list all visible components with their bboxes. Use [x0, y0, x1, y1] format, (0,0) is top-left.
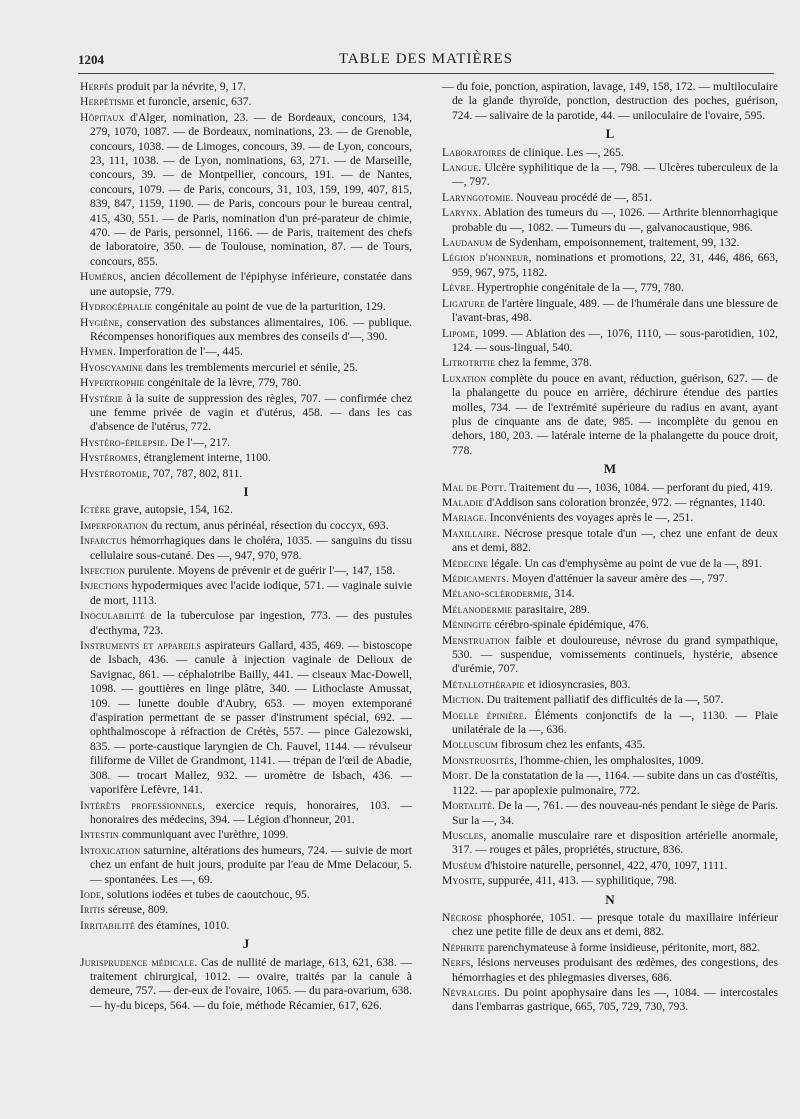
entry-headword: Névralgies — [442, 985, 497, 999]
entry-headword: Herpétisme — [80, 95, 134, 109]
entry-headword: Irritabilité — [80, 918, 135, 932]
entry-text: phosphorée, 1051. — presque totale du maxillaire inférieur chez une petite fille de deux ans et demi, 882. — [452, 910, 778, 939]
index-entry — [442, 799, 778, 828]
entry-headword: Hystéromes — [80, 451, 138, 465]
entry-text: . Ulcère syphilitique de la —, 798. — Ulcères tuberculeux de la —, 797. — [452, 161, 778, 189]
index-entry — [442, 496, 778, 510]
entry-text: . Cas de nullité de mariage, 613, 621, 638. — traitement chirurgical, 1012. — ovaire, traités par la canule à demeure, 757. — der-eux de l'ovaire, 1065. — du para-ovarium, 638. — hy-du biceps, 564. — du foie, méthode Récamier, 617, 626. — [90, 955, 412, 1012]
index-entry — [442, 956, 778, 985]
entry-text: du rectum, anus périnéal, résection du coccyx, 693. — [147, 518, 389, 532]
entry-text: de Sydenham, empoisonnement, traitement, 99, 132. — [492, 236, 740, 250]
right-column — [442, 80, 778, 1016]
entry-text: . Imperforation de l'—, 445. — [112, 345, 243, 359]
entry-text: hypodermiques avec l'acide iodique, 571. — vaginale suivie de mort, 1113. — [90, 579, 412, 607]
entry-headword: Menstruation — [442, 633, 510, 647]
entry-text: fibrosum chez les enfants, 435. — [498, 738, 646, 752]
entry-text: produit par la névrite, 9, 17. — [113, 80, 246, 93]
entry-headword: Luxation — [442, 371, 487, 385]
entry-headword: Néphrite — [442, 940, 485, 954]
entry-headword: Hymen — [80, 345, 113, 359]
entry-headword: Hygiène — [80, 315, 120, 329]
index-entry — [442, 572, 778, 586]
entry-text: , 707, 787, 802, 811. — [147, 466, 243, 480]
entry-headword: Métallothérapie — [442, 677, 525, 691]
index-entry — [80, 270, 412, 299]
entry-text: . Nouveau procédé de —, 851. — [510, 190, 653, 204]
index-entry — [442, 709, 778, 738]
entry-headword: Instruments et appareils — [80, 639, 202, 653]
entry-text: , lésions nerveuses produisant des œdèmes, des congestions, des hémorrhagies et des phlegmasies diverses, 686. — [452, 956, 778, 984]
entry-headword: Intérêts professionnels — [80, 798, 203, 812]
index-entry — [442, 618, 778, 632]
entry-headword: Mélanodermie — [442, 602, 513, 616]
entry-headword: Hystérie — [80, 391, 123, 405]
entry-headword: Myosite — [442, 874, 483, 888]
index-entry — [442, 634, 778, 677]
entry-headword: Monstruosités — [442, 753, 515, 767]
index-entry — [442, 327, 778, 356]
entry-text: de la tuberculose par ingestion, 773. — des pustules d'ecthyma, 723. — [90, 609, 412, 637]
index-entry — [80, 503, 412, 517]
index-entry — [442, 511, 778, 525]
entry-text: , nominations et promotions, 22, 31, 446, 486, 663, 959, 967, 975, 1182. — [452, 251, 779, 279]
index-entry — [442, 191, 778, 205]
entry-headword: Langue — [442, 161, 479, 175]
index-entry — [442, 874, 778, 888]
entry-text: , 1099. — Ablation des —, 1076, 1110, — sous-parotidien, 102, 124. — sous-lingual, 540. — [452, 326, 778, 354]
entry-text: , l'homme-chien, les omphalosites, 1009. — [514, 753, 704, 767]
index-entry — [80, 467, 412, 481]
index-entry — [80, 392, 412, 435]
entry-text: de clinique. Les —, 265. — [506, 145, 624, 159]
entry-text: . De la constatation de la —, 1164. — subite dans un cas d'ostéïtis, 1122. — par apoplexie pulmonaire, 772. — [452, 769, 778, 797]
entry-text: de l'artère linguale, 489. — de l'humérale dans une blessure de l'avant-bras, 498. — [452, 296, 778, 325]
index-entry — [80, 361, 412, 375]
index-entry — [80, 345, 412, 359]
index-entry — [80, 888, 412, 902]
entry-headword: Hyoscyamine — [80, 360, 144, 374]
entry-text: . Ablation des tumeurs du —, 1026. — Arthrite blennorrhagique probable du —, 1082. — Tumeurs du —, galvanocaustique, 986. — [452, 206, 778, 234]
index-entry — [80, 956, 412, 1014]
section-letter: L — [605, 126, 615, 142]
index-entry — [80, 564, 412, 578]
index-entry — [442, 587, 778, 601]
entry-text: . Nécrose presque totale d'un —, chez une enfant de deux ans et demi, 882. — [452, 526, 778, 555]
entry-headword: Hypertrophie — [80, 376, 145, 390]
entry-text: , suppurée, 411, 413. — syphilitique, 798. — [482, 874, 677, 888]
index-entry — [442, 603, 778, 617]
entry-text: d'Alger, nomination, 23. — de Bordeaux, concours, 134, 279, 1070, 1087. — de Bordeaux, nominations, 23. — de Grenoble, concours, 1038. — de Limoges, concours, 39. — de Lyon, concours, 23, 111, 1038. — de Lyon, nominations, 63, 271. — de Marseille, concours, 39. — de Montpellier, concours, 191. — de Nantes, concours, 1079. — de Paris, concours, 31, 103, 159, 199, 407, 815, 839, 847, 1159, 1190. — de Paris, concours pour le bureau central, 415, 430, 551. — de Paris, nomination d'un pré-parateur de chimie, 470. — de Paris, personnel, 1166. — de Paris, traitement des chefs de laboratoire, 350. — de Toulouse, nomination, 87. — de Tours, concours, 855. — [90, 110, 412, 268]
entry-headword: Litrotritie — [442, 356, 496, 370]
index-entry — [442, 281, 778, 295]
section-letter: I — [243, 483, 249, 499]
index-entry — [442, 986, 778, 1015]
index-entry — [442, 941, 778, 955]
index-entry — [442, 911, 778, 940]
entry-headword: Méningite — [442, 618, 492, 632]
entry-headword: Intoxication — [80, 843, 141, 857]
index-entry — [80, 300, 412, 314]
index-entry — [442, 206, 778, 235]
entry-text: . Inconvénients des voyages après le —, 251. — [483, 511, 694, 525]
entry-text: d'histoire naturelle, personnel, 422, 470, 1097, 1111. — [481, 858, 728, 872]
entry-text: , étranglement interne, 1100. — [137, 451, 271, 465]
entry-headword: Mortalité — [442, 799, 493, 813]
entry-text: des étamines, 1010. — [134, 918, 230, 932]
index-entry — [442, 481, 778, 495]
entry-headword: Miction — [442, 693, 481, 707]
entry-text: — du foie, ponction, aspiration, lavage, 149, 158, 172. — multiloculaire de la glande thyroïde, ponction, destruction des poches, guérison, 724. — salivaire de la parotide, 44. — uniloculaire de l'ovaire, 595. — [442, 80, 778, 122]
entry-headword: Maladie — [442, 495, 484, 509]
entry-text: et idiosyncrasies, 803. — [524, 677, 631, 691]
index-entry — [442, 678, 778, 692]
entry-text: , ancien décollement de l'épiphyse inférieure, constatée dans une autopsie, 779. — [90, 270, 412, 298]
entry-text: , solutions iodées et tubes de caoutchouc, 95. — [101, 887, 310, 901]
entry-headword: Ictère — [80, 503, 111, 517]
header-rule — [78, 73, 774, 74]
entry-headword: Maxillaire — [442, 526, 497, 540]
entry-headword: Médecine — [442, 556, 489, 570]
index-entry — [80, 844, 412, 887]
index-entry — [442, 297, 778, 326]
entry-headword: Hôpitaux — [80, 110, 125, 124]
index-entry — [80, 95, 412, 109]
entry-text: . Hypertrophie congénitale de la —, 779, 780. — [470, 281, 684, 295]
entry-text: . De l'—, 217. — [164, 435, 231, 449]
left-column — [80, 80, 412, 1014]
index-entry — [80, 376, 412, 390]
index-entry — [442, 738, 778, 752]
entry-text: . Traitement du —, 1036, 1084. — perforant du pied, 419. — [503, 480, 773, 494]
index-entry — [80, 579, 412, 608]
entry-text: congénitale de la lèvre, 779, 780. — [144, 376, 302, 390]
index-entry — [80, 828, 412, 842]
entry-text: congénitale au point de vue de la parturition, 129. — [152, 300, 386, 314]
section-letter: J — [242, 936, 250, 952]
index-entry — [80, 111, 412, 269]
index-entry — [80, 451, 412, 465]
index-entry — [442, 769, 778, 798]
entry-headword: Laboratoires — [442, 145, 507, 159]
entry-headword: Larynx — [442, 206, 479, 220]
entry-headword: Hydrocéphalie — [80, 300, 153, 314]
entry-headword: Hystéro-épilepsie — [80, 435, 165, 449]
entry-text: faible et douloureuse, névrose du grand sympathique, 530. — suspendue, vomissements continuels, hystérie, absence d'urémie, 707. — [452, 633, 778, 676]
index-entry — [80, 919, 412, 933]
entry-text: communiquant avec l'urèthre, 1099. — [118, 828, 289, 842]
entry-text: , 314. — [548, 587, 575, 601]
entry-headword: Laudanum — [442, 236, 493, 250]
entry-text: aspirateurs Gallard, 435, 469. — bistoscope de Isbach, 436. — canule à injection vaginale de Delioux de Savignac, 861. — céphalotribe Bailly, 441. — ciseaux Mac-Dowell, 1098. — gouttières en linge plâtre, 340. — Lithoclaste Amussat, 109. — lunette double d'Aubry, 653. — moyen extemporané d'aspiration permettant de se passer d'instrument spécial, 692. — ophthalmoscope à réfraction de Crétès, 557. — pince Galezowski, 835. — porte-caustique laryngien de Ch. Fauvel, 1144. — révulseur filiforme de Villet de Grandmont, 1141. — trépan de l'œil de Abadie, 308. — trocart Mallez, 932. — uromètre de Isbach, 436. — vaporifère Lefèvre, 141. — [90, 639, 413, 797]
page-header — [78, 48, 774, 74]
index-entry — [442, 146, 778, 160]
entry-text: complète du pouce en avant, réduction, guérison, 627. — de la phalangette du pouce en arrière, déchirure étendue des parties molles, 734. — de l'extrémité supérieure du radius en avant, ayant plus de cinquante ans de date, 985. — incomplète du genou en dehors, 180, 203. — latérale interne de la phalangette du pouce droit, 778. — [452, 371, 778, 457]
entry-headword: Légion d'honneur — [442, 251, 529, 265]
entry-headword: Inoculabilité — [80, 609, 146, 623]
entry-text: d'Addison sans coloration bronzée, 972. — régnantes, 1140. — [483, 495, 766, 509]
index-entry — [442, 557, 778, 571]
entry-text: grave, autopsie, 154, 162. — [110, 503, 233, 517]
index-entry — [442, 161, 778, 190]
entry-headword: Intestin — [80, 828, 119, 842]
entry-headword: Humérus — [80, 270, 124, 284]
entry-headword: Injections — [80, 579, 129, 593]
index-entry — [442, 527, 778, 556]
entry-text: . Éléments conjonctifs de la —, 1130. — Plaie unilatérale de la —, 636. — [452, 708, 778, 737]
entry-text: dans les tremblements mercuriel et sénile, 25. — [143, 360, 358, 374]
index-entry — [80, 609, 412, 638]
index-entry — [80, 903, 412, 917]
entry-text: séreuse, 809. — [105, 903, 169, 917]
entry-text: à la suite de suppression des règles, 707. — confirmée chez une femme privée de vagin et d'utérus, 458. — dans les cas d'absence de l'utérus, 772. — [90, 391, 412, 434]
index-entry — [442, 236, 778, 250]
index-entry — [442, 251, 778, 280]
entry-text: , exercice requis, honoraires, 103. — honoraires des médecins, 394. — Légion d'honneur, 201. — [90, 798, 412, 826]
index-entry — [80, 436, 412, 450]
entry-headword: Infection — [80, 564, 126, 577]
entry-text: , anomalie musculaire rare et disposition artérielle anormale, 317. — rouges et pâles, propriétés, structure, 836. — [452, 828, 778, 857]
entry-text: . De la —, 761. — des nouveau-nés pendant le siège de Paris. Sur la —, 34. — [452, 799, 778, 827]
index-entry — [80, 80, 412, 94]
entry-text: légale. Un cas d'emphysème au point de vue de la —, 891. — [488, 556, 763, 570]
index-entry — [80, 799, 412, 828]
entry-text: . Du traitement palliatif des difficultés de la —, 507. — [480, 693, 724, 707]
entry-text: purulente. Moyens de prévenir et de guérir l'—, 147, 158. — [125, 564, 396, 577]
index-entry — [442, 859, 778, 873]
entry-headword: Imperforation — [80, 518, 148, 532]
entry-headword: Mélano-sclérodermie — [442, 587, 549, 601]
entry-text: saturnine, altérations des humeurs, 724. — suivie de mort chez un enfant de huit jours, produite par l'eau de Mme Delacour, 5. — spontanées. Les —, 69. — [90, 843, 412, 886]
entry-text: . Moyen d'atténuer la saveur amère des —, 797. — [506, 572, 728, 585]
index-entry — [80, 316, 412, 345]
entry-headword: Hystérotomie — [80, 466, 148, 480]
index-entry — [442, 372, 778, 458]
entry-headword: Lèvre — [442, 281, 471, 295]
entry-headword: Muséum — [442, 858, 482, 872]
entry-headword: Lipome — [442, 326, 476, 340]
index-entry — [442, 80, 778, 123]
entry-headword: Molluscum — [442, 738, 499, 752]
entry-headword: Médicaments — [442, 572, 507, 585]
entry-headword: Nerfs — [442, 956, 471, 970]
entry-headword: Muscles — [442, 828, 484, 842]
entry-headword: Infarctus — [80, 534, 127, 548]
entry-headword: Mal de Pott — [442, 480, 504, 494]
index-entry — [442, 754, 778, 768]
index-entry — [80, 639, 412, 797]
index-entry — [80, 534, 412, 563]
entry-text: parasitaire, 289. — [512, 602, 590, 616]
entry-headword: Iritis — [80, 903, 106, 917]
index-entry — [442, 356, 778, 370]
page-number: 1204 — [78, 52, 104, 67]
entry-headword: Iode — [80, 887, 102, 901]
entry-headword: Laryngotomie — [442, 190, 511, 204]
entry-text: . Du point apophysaire dans les —, 1084. — intercostales dans l'embarras gastrique, 665, 705, 729, 730, 793. — [452, 985, 778, 1014]
entry-headword: Jurisprudence médicale — [80, 955, 195, 969]
entry-text: cérébro-spinale épidémique, 476. — [491, 618, 649, 632]
section-letter: N — [605, 891, 615, 907]
index-entry — [442, 693, 778, 707]
entry-headword: Mariage — [442, 511, 484, 525]
entry-headword: Mort — [442, 769, 469, 783]
entry-headword: Herpès — [80, 80, 114, 93]
entry-headword: Moelle épinière — [442, 708, 524, 722]
entry-headword: Nécrose — [442, 910, 483, 924]
page-title: TABLE DES MATIÈRES — [338, 51, 514, 67]
entry-text: hémorrhagiques dans le choléra, 1035. — sanguins du tissu cellulaire sous-cutané. Des —, 947, 970, 978. — [90, 534, 412, 562]
entry-text: parenchymateuse à forme insidieuse, péritonite, mort, 882. — [484, 940, 761, 954]
entry-headword: Ligature — [442, 296, 485, 310]
section-letter: M — [603, 461, 617, 477]
index-entry — [442, 829, 778, 858]
entry-text: chez la femme, 378. — [495, 356, 592, 370]
index-entry — [80, 519, 412, 533]
entry-text: et furoncle, arsenic, 637. — [133, 95, 252, 109]
entry-text: , conservation des substances alimentaires, 106. — publique. Récompenses honorifiques aux membres des conseils d'—, 390. — [90, 315, 412, 343]
